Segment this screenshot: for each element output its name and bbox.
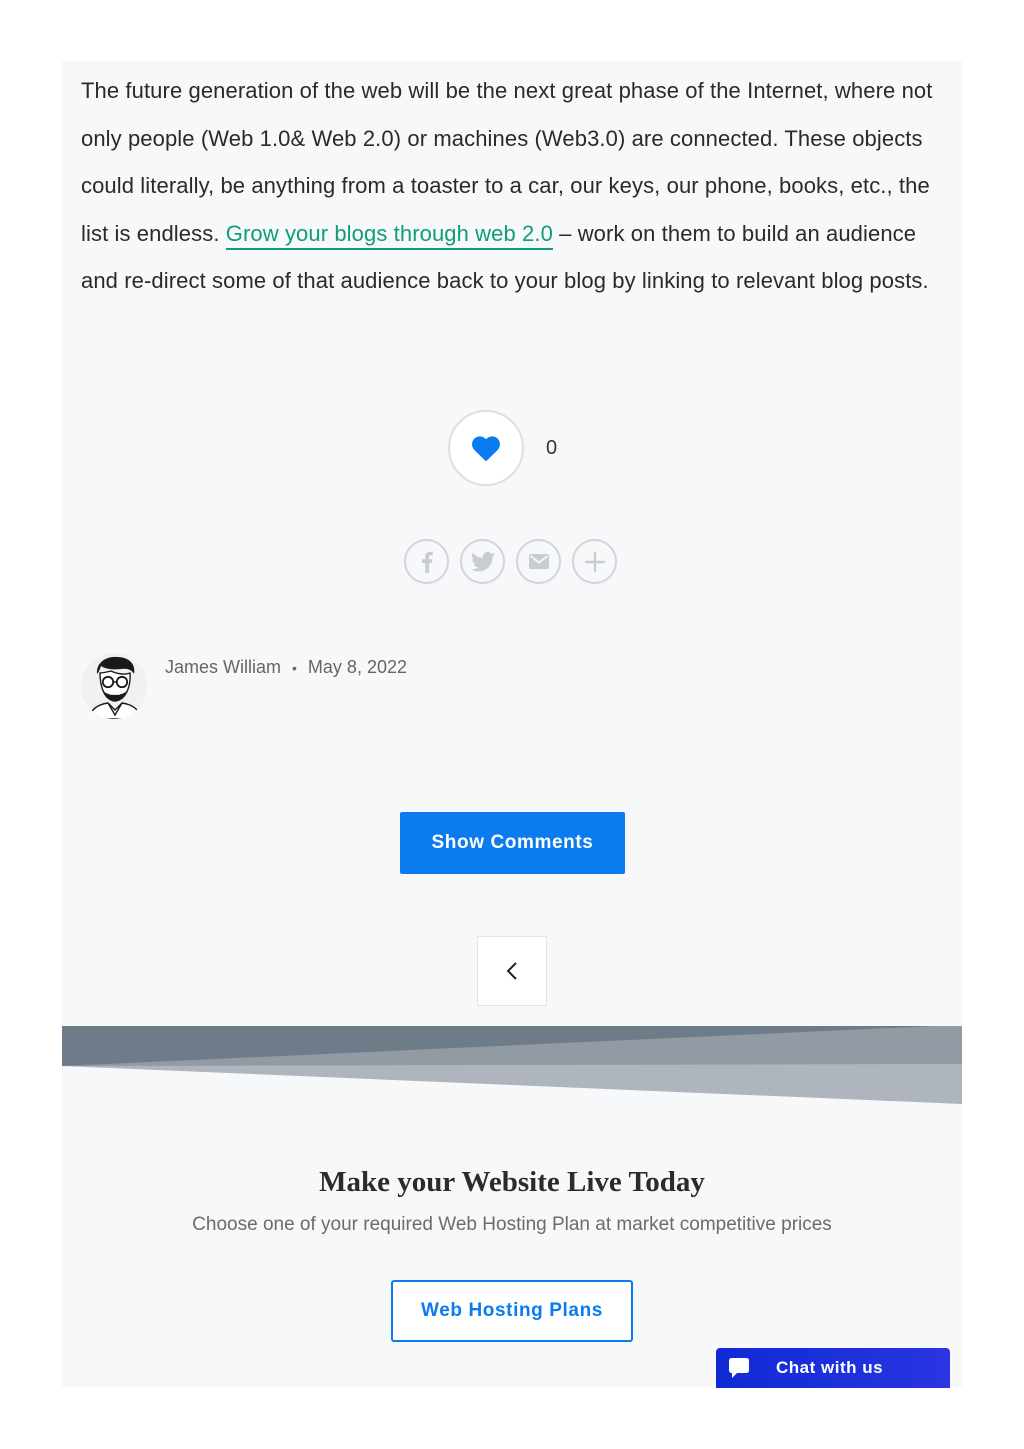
share-twitter-button[interactable] <box>460 539 505 584</box>
like-count: 0 <box>546 436 558 459</box>
author-name[interactable]: James William <box>165 657 282 677</box>
facebook-icon <box>421 551 433 573</box>
post-date: May 8, 2022 <box>307 657 407 677</box>
plus-icon <box>585 552 605 572</box>
web-hosting-plans-button[interactable]: Web Hosting Plans <box>391 1280 633 1342</box>
article-body <box>81 67 951 305</box>
like-button[interactable] <box>448 410 524 486</box>
email-icon <box>529 554 549 569</box>
author-info <box>81 653 407 719</box>
article-text-after-link: – work on them to build an audience and re-direct some of that audience back to your blog by linking to relevant blog posts. <box>81 220 929 293</box>
article-paragraph <box>81 67 951 305</box>
previous-post-button[interactable] <box>477 936 547 1006</box>
show-comments-button[interactable]: Show Comments <box>400 812 625 874</box>
post-page <box>62 61 962 1387</box>
chat-widget-button[interactable] <box>716 1348 950 1388</box>
chevron-left-icon <box>506 961 518 981</box>
meta-separator: • <box>292 659 297 676</box>
share-email-button[interactable] <box>516 539 561 584</box>
author-avatar-illustration <box>81 653 147 719</box>
share-more-button[interactable] <box>572 539 617 584</box>
chat-bubble-icon <box>728 1357 750 1379</box>
article-text-before-link: The future generation of the web will be the next great phase of the Internet, where not only people (Web 1.0& Web 2.0) or machines (Web3.0) are connected. These objects could literally, be anything from a toaster to a car, our keys, our phone, books, etc., the list is endless. <box>81 78 933 246</box>
twitter-icon <box>471 552 495 572</box>
post-meta <box>165 657 407 678</box>
like-section <box>448 410 557 486</box>
share-facebook-button[interactable] <box>404 539 449 584</box>
share-buttons <box>404 539 617 584</box>
cta-title: Make your Website Live Today <box>319 1166 705 1198</box>
chat-label: Chat with us <box>776 1358 884 1377</box>
web2-blogs-link[interactable]: Grow your blogs through web 2.0 <box>226 221 553 250</box>
heart-icon <box>471 435 501 462</box>
cta-subtitle: Choose one of your required Web Hosting Plan at market competitive prices <box>192 1214 832 1235</box>
avatar[interactable] <box>81 653 147 719</box>
section-divider-shape <box>62 1026 962 1106</box>
